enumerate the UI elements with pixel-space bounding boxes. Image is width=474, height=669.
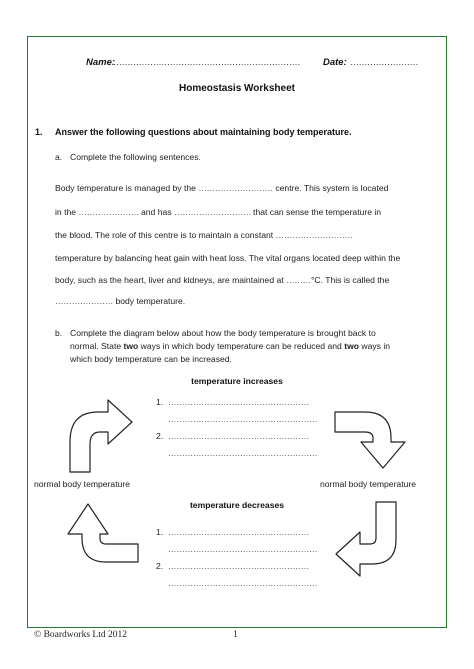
blank-field[interactable]: ……… [286,275,311,285]
answer-field[interactable]: ……………………………………………… [168,578,318,588]
sentence-text: in the [55,207,79,217]
date-field[interactable]: …………………… [350,57,418,67]
curved-arrow-right-down-icon [333,408,411,472]
left-normal-temperature-label: normal body temperature [34,479,131,489]
sentence-line-2 [55,207,381,217]
blank-field[interactable]: ……………………… [198,183,273,193]
sentence-text: that can sense the temperature in [250,207,382,217]
sentence-text: the blood. The role of this centre is to maintain a constant [55,230,276,240]
text: ways in [359,341,391,351]
question-text: Answer the following questions about maintaining body temperature. [55,127,352,137]
answer-field[interactable]: …………………………………………… [168,431,309,441]
name-field[interactable]: ………………………………………………………… [113,57,300,67]
blank-field[interactable]: ………………………. [173,207,251,217]
blank-field[interactable]: ………………………. [275,230,353,240]
emphasis: two [344,341,359,351]
sentence-line-6 [55,296,185,306]
answer-field[interactable]: …………………………………………… [168,561,309,571]
sentence-text: °C. This is called the [310,275,390,285]
copyright: © Boardworks Ltd 2012 [34,630,127,640]
question-number: 1. [35,127,43,137]
sentence-text: Body temperature is managed by the [55,183,199,193]
answer-field[interactable]: ……………………………………………… [168,448,318,458]
part-b-line-2 [70,341,390,351]
blank-field[interactable]: ………………… [55,296,114,306]
answer-number: 1. [156,527,164,537]
part-b-label: b. [55,328,63,338]
part-a-label: a. [55,152,63,162]
part-b-line-3: which body temperature can be increased. [70,354,232,364]
sentence-line-4 [55,253,400,263]
emphasis: two [123,341,139,351]
sentence-line-5 [55,275,389,285]
answer-number: 2. [156,431,164,441]
curved-arrow-down-left-icon [334,500,406,578]
answer-field[interactable]: ……………………………………………… [168,544,318,554]
date-label: Date: [323,57,347,68]
sentence-text: centre. This system is located [272,183,389,193]
temperature-decreases-heading: temperature decreases [189,500,285,510]
temperature-increases-heading: temperature increases [191,376,283,386]
right-normal-temperature-label: normal body temperature [320,479,417,489]
sentence-line-1 [55,183,388,193]
answer-number: 1. [156,397,164,407]
blank-field[interactable]: …………………. [78,207,139,217]
answer-number: 2. [156,561,164,571]
part-b-line-1: Complete the diagram below about how the body temperature is brought back to [70,328,376,338]
text: ways in which body temperature can be reduced and [138,341,345,351]
part-a-instruction: Complete the following sentences. [70,152,201,162]
curved-arrow-up-right-icon [66,398,136,474]
sentence-text: and has [138,207,174,217]
curved-arrow-left-up-icon [58,500,142,566]
name-label: Name: [86,57,116,68]
answer-field[interactable]: …………………………………………… [168,397,309,407]
sentence-text: body, such as the heart, liver and kidneys, are maintained at [55,275,287,285]
text: normal. State [70,341,124,351]
answer-field[interactable]: ……………………………………………… [168,414,318,424]
sentence-text: temperature by balancing heat gain with heat loss. The vital organs located deep within the [55,253,401,263]
sentence-text: body temperature. [113,296,186,306]
answer-field[interactable]: …………………………………………… [168,527,309,537]
page-title: Homeostasis Worksheet [179,83,295,94]
page-number: 1 [233,630,238,640]
sentence-line-3 [55,230,352,240]
